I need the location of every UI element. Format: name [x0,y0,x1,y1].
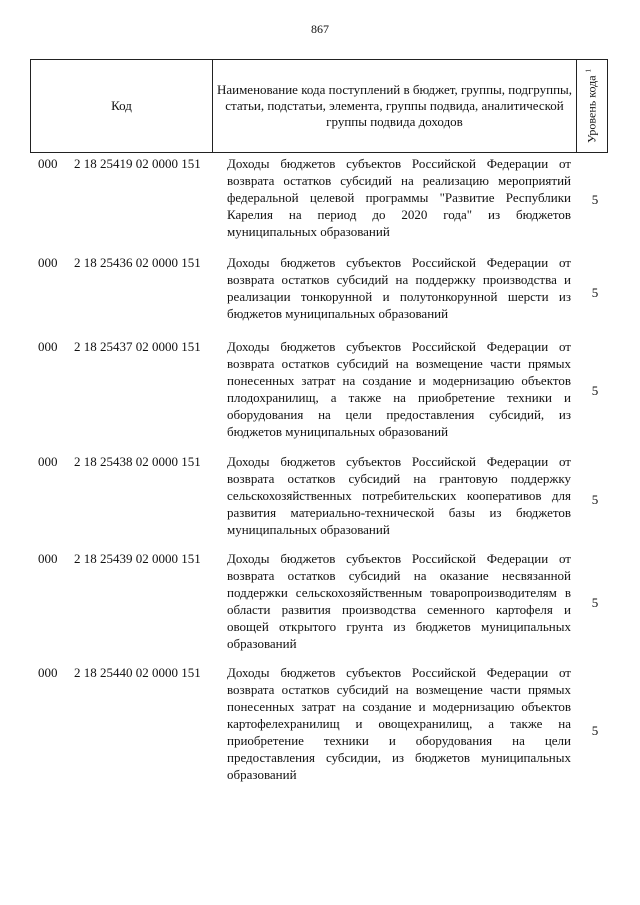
row-level: 5 [591,492,599,507]
row-income-name: Доходы бюджетов субъектов Российской Федерации от возврата остатков субсидий на возмещение части прямых понесенных затрат на создание и модернизацию объектов плодохранилищ, а также на приобретение техники и оборудования на цели предоставления субсидий, из бюджетов муниципальных образований [227,339,571,439]
header-level-cell [577,60,608,153]
row-level: 5 [591,285,599,300]
row-admin-code: 000 [38,339,58,354]
row-income-name: Доходы бюджетов субъектов Российской Федерации от возврата остатков субсидий на возмещение части прямых понесенных затрат на создание и модернизацию объектов картофелехранилищ и овощехранилищ, а также на приобретение техники и оборудования на цели предоставления субсидии, из бюджетов муниципальных образований [227,665,571,782]
table-header [30,59,608,153]
row-income-code: 2 18 25440 02 0000 151 [74,665,201,680]
header-level-label: Уровень кода [584,75,599,144]
row-admin-code: 000 [38,156,58,171]
header-name-label: Наименование кода поступлений в бюджет, группы, подгруппы, статьи, подстатьи, элемента, группы подвида, аналитической группы подвида доходов [216,82,573,129]
row-admin-code: 000 [38,551,58,566]
row-income-name: Доходы бюджетов субъектов Российской Федерации от возврата остатков субсидий на реализацию мероприятий федеральной целевой программы "Развитие Республики Карелия на период до 2020 года" из бюджетов муниципальных образований [227,156,571,239]
header-level-rotated [585,69,600,143]
row-level: 5 [591,383,599,398]
row-income-code: 2 18 25436 02 0000 151 [74,255,201,270]
row-level: 5 [591,723,599,738]
page-number: 867 [311,22,329,36]
row-income-name: Доходы бюджетов субъектов Российской Федерации от возврата остатков субсидий на поддержку производства и реализации тонкорунной и полутонкорунной шерсти из бюджетов муниципальных образований [227,255,571,321]
row-admin-code: 000 [38,454,58,469]
row-income-code: 2 18 25438 02 0000 151 [74,454,201,469]
row-level: 5 [591,192,599,207]
row-admin-code: 000 [38,255,58,270]
header-level-footnote: 1 [584,68,593,73]
header-code-label: Код [111,98,132,113]
header-code-cell [31,60,213,153]
row-income-code: 2 18 25439 02 0000 151 [74,551,201,566]
header-name-cell [213,60,577,153]
row-level: 5 [591,595,599,610]
row-income-code: 2 18 25419 02 0000 151 [74,156,201,171]
row-income-name: Доходы бюджетов субъектов Российской Федерации от возврата остатков субсидий на грантовую поддержку сельскохозяйственных потребительских кооперативов для развития материально-технической базы из бюджетов муниципальных образований [227,454,571,537]
row-admin-code: 000 [38,665,58,680]
row-income-name: Доходы бюджетов субъектов Российской Федерации от возврата остатков субсидий на оказание несвязанной поддержки сельскохозяйственным товаропроизводителям в области развития производства семенного картофеля и овощей открытого грунта из бюджетов муниципальных образований [227,551,571,651]
row-income-code: 2 18 25437 02 0000 151 [74,339,201,354]
